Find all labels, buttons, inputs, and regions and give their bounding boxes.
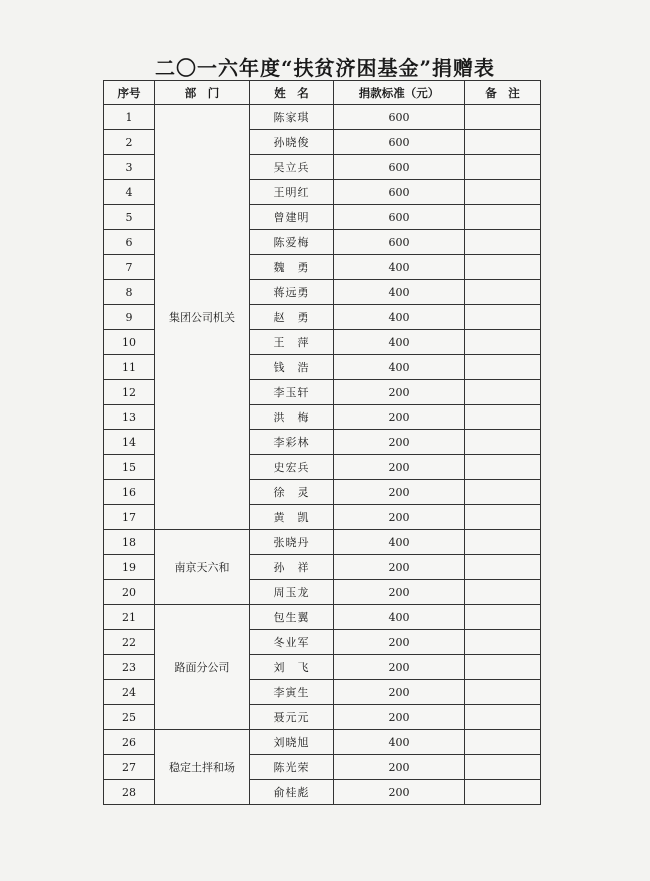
cell-note: [465, 680, 541, 705]
cell-no: 3: [104, 155, 155, 180]
cell-amount: 200: [334, 655, 465, 680]
cell-name: 陈光荣: [250, 755, 334, 780]
cell-amount: 200: [334, 755, 465, 780]
cell-amount: 200: [334, 705, 465, 730]
cell-amount: 600: [334, 155, 465, 180]
cell-amount: 200: [334, 380, 465, 405]
cell-no: 5: [104, 205, 155, 230]
cell-note: [465, 505, 541, 530]
cell-note: [465, 455, 541, 480]
cell-name: 张晓丹: [250, 530, 334, 555]
cell-name: 钱 浩: [250, 355, 334, 380]
cell-amount: 200: [334, 555, 465, 580]
cell-amount: 200: [334, 680, 465, 705]
cell-amount: 200: [334, 430, 465, 455]
cell-amount: 400: [334, 255, 465, 280]
cell-note: [465, 730, 541, 755]
cell-name: 冬业军: [250, 630, 334, 655]
cell-department: 集团公司机关: [155, 105, 250, 530]
cell-amount: 600: [334, 205, 465, 230]
cell-amount: 200: [334, 480, 465, 505]
cell-note: [465, 630, 541, 655]
cell-no: 10: [104, 330, 155, 355]
header-name: 姓 名: [250, 81, 334, 105]
cell-name: 李彩林: [250, 430, 334, 455]
cell-no: 8: [104, 280, 155, 305]
cell-note: [465, 305, 541, 330]
cell-no: 24: [104, 680, 155, 705]
cell-name: 孙晓俊: [250, 130, 334, 155]
cell-no: 26: [104, 730, 155, 755]
cell-no: 20: [104, 580, 155, 605]
table-header-row: [104, 81, 541, 105]
cell-no: 27: [104, 755, 155, 780]
table-body: [104, 105, 541, 805]
cell-amount: 400: [334, 355, 465, 380]
cell-name: 洪 梅: [250, 405, 334, 430]
cell-note: [465, 205, 541, 230]
cell-amount: 400: [334, 330, 465, 355]
cell-note: [465, 230, 541, 255]
cell-name: 陈爱梅: [250, 230, 334, 255]
cell-no: 2: [104, 130, 155, 155]
cell-note: [465, 405, 541, 430]
cell-no: 12: [104, 380, 155, 405]
cell-amount: 400: [334, 305, 465, 330]
cell-note: [465, 555, 541, 580]
cell-name: 赵 勇: [250, 305, 334, 330]
cell-name: 徐 灵: [250, 480, 334, 505]
header-no: 序号: [104, 81, 155, 105]
cell-amount: 600: [334, 230, 465, 255]
cell-amount: 200: [334, 630, 465, 655]
cell-amount: 400: [334, 730, 465, 755]
cell-note: [465, 130, 541, 155]
cell-department: 稳定土拌和场: [155, 730, 250, 805]
table-row: [104, 730, 541, 755]
cell-amount: 400: [334, 605, 465, 630]
cell-amount: 200: [334, 780, 465, 805]
cell-no: 15: [104, 455, 155, 480]
table-row: [104, 605, 541, 630]
page-title: 二〇一六年度“扶贫济困基金”捐赠表: [154, 56, 495, 80]
cell-no: 16: [104, 480, 155, 505]
cell-name: 吴立兵: [250, 155, 334, 180]
cell-amount: 200: [334, 505, 465, 530]
cell-no: 17: [104, 505, 155, 530]
cell-name: 李寅生: [250, 680, 334, 705]
cell-no: 6: [104, 230, 155, 255]
cell-note: [465, 180, 541, 205]
cell-note: [465, 105, 541, 130]
cell-amount: 200: [334, 580, 465, 605]
cell-name: 包生翼: [250, 605, 334, 630]
cell-name: 周玉龙: [250, 580, 334, 605]
cell-amount: 400: [334, 530, 465, 555]
cell-name: 曾建明: [250, 205, 334, 230]
cell-no: 14: [104, 430, 155, 455]
cell-note: [465, 780, 541, 805]
table-row: [104, 530, 541, 555]
cell-name: 聂元元: [250, 705, 334, 730]
cell-note: [465, 430, 541, 455]
cell-amount: 200: [334, 405, 465, 430]
cell-amount: 600: [334, 180, 465, 205]
cell-no: 28: [104, 780, 155, 805]
cell-no: 22: [104, 630, 155, 655]
cell-no: 18: [104, 530, 155, 555]
cell-no: 21: [104, 605, 155, 630]
cell-note: [465, 155, 541, 180]
cell-no: 9: [104, 305, 155, 330]
cell-department: 路面分公司: [155, 605, 250, 730]
cell-name: 魏 勇: [250, 255, 334, 280]
cell-no: 25: [104, 705, 155, 730]
cell-amount: 600: [334, 130, 465, 155]
cell-note: [465, 705, 541, 730]
cell-name: 史宏兵: [250, 455, 334, 480]
cell-note: [465, 755, 541, 780]
cell-name: 王 萍: [250, 330, 334, 355]
cell-name: 陈家琪: [250, 105, 334, 130]
cell-note: [465, 280, 541, 305]
cell-no: 19: [104, 555, 155, 580]
cell-name: 李玉轩: [250, 380, 334, 405]
cell-no: 11: [104, 355, 155, 380]
header-dept: 部 门: [155, 81, 250, 105]
cell-no: 7: [104, 255, 155, 280]
cell-note: [465, 255, 541, 280]
cell-note: [465, 530, 541, 555]
cell-no: 1: [104, 105, 155, 130]
cell-no: 4: [104, 180, 155, 205]
cell-no: 13: [104, 405, 155, 430]
cell-name: 孙 祥: [250, 555, 334, 580]
cell-note: [465, 355, 541, 380]
cell-note: [465, 655, 541, 680]
cell-name: 蒋远勇: [250, 280, 334, 305]
header-note: 备 注: [465, 81, 541, 105]
cell-department: 南京天六和: [155, 530, 250, 605]
cell-note: [465, 480, 541, 505]
cell-name: 刘晓旭: [250, 730, 334, 755]
cell-note: [465, 605, 541, 630]
cell-name: 王明红: [250, 180, 334, 205]
header-amount: 捐款标准（元）: [334, 81, 465, 105]
cell-note: [465, 330, 541, 355]
cell-no: 23: [104, 655, 155, 680]
cell-amount: 600: [334, 105, 465, 130]
table-row: [104, 105, 541, 130]
cell-note: [465, 580, 541, 605]
cell-amount: 200: [334, 455, 465, 480]
cell-name: 刘 飞: [250, 655, 334, 680]
cell-name: 俞桂彪: [250, 780, 334, 805]
donation-table: [103, 80, 541, 805]
cell-amount: 400: [334, 280, 465, 305]
cell-name: 黄 凯: [250, 505, 334, 530]
cell-note: [465, 380, 541, 405]
